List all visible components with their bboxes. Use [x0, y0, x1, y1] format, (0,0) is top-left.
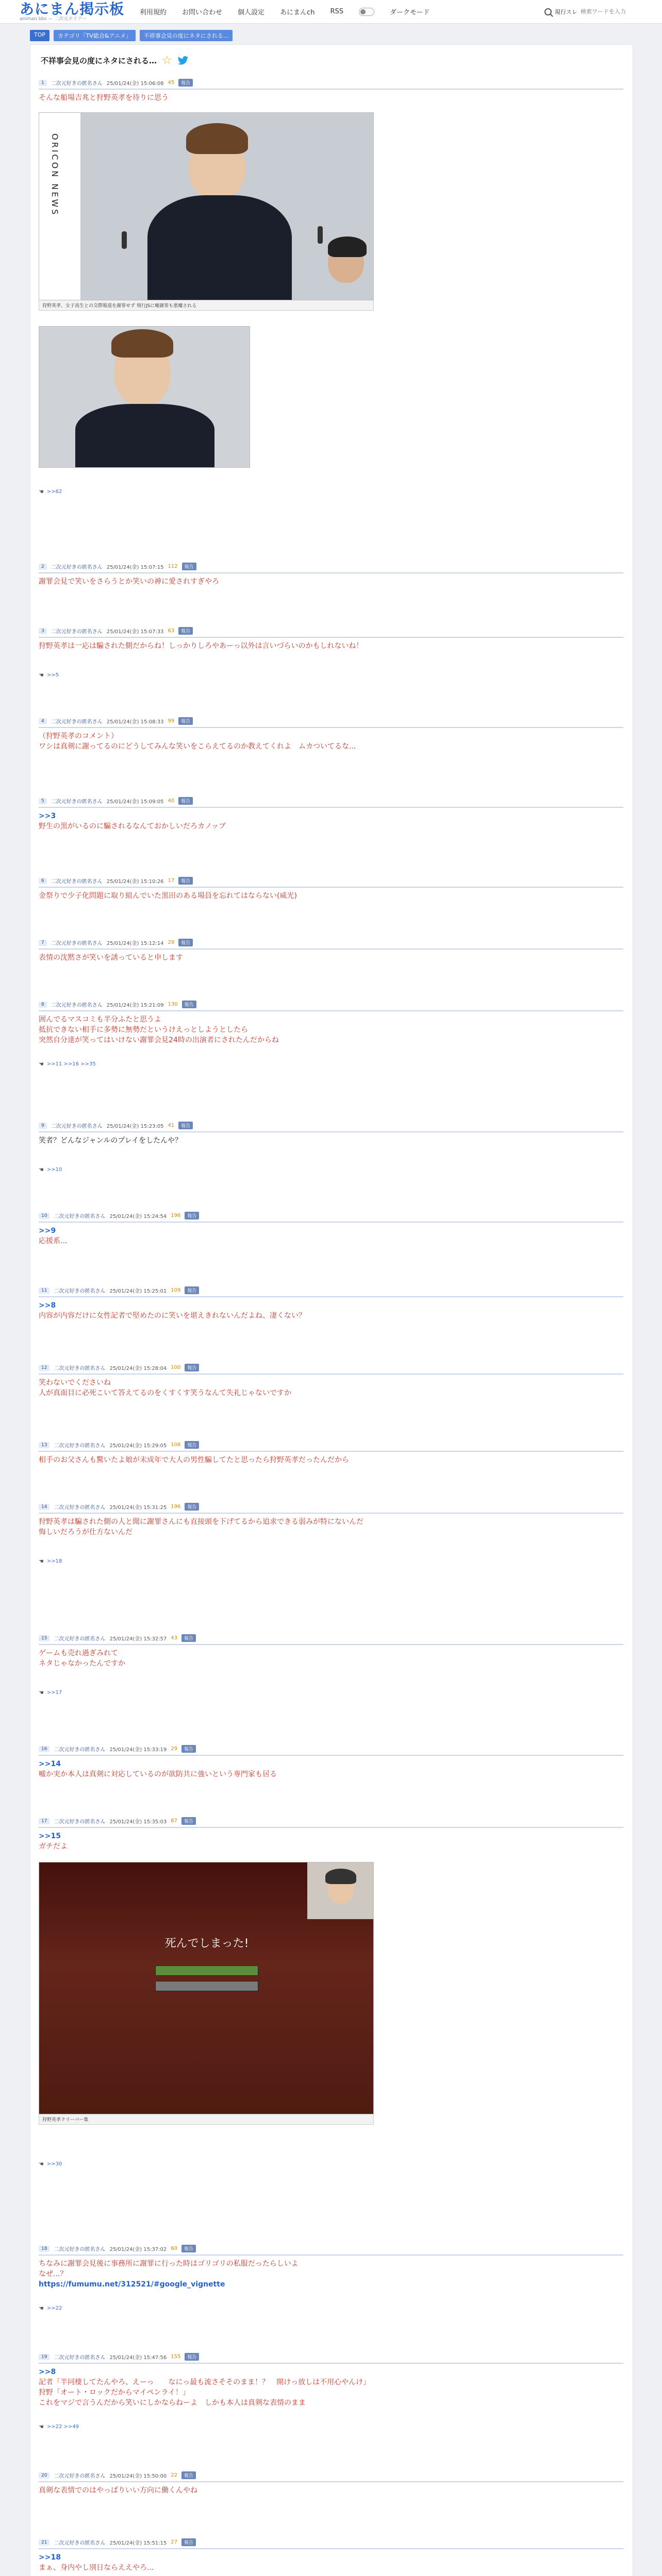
post-line: 抵抗できない相手に多勢に無勢だというけえっとしようとしたら: [39, 1026, 248, 1034]
post: [39, 1745, 623, 1780]
post-number[interactable]: 4: [39, 718, 47, 724]
good-count[interactable]: 196: [171, 1213, 181, 1218]
post-line: 笑わないでくださいね: [39, 1379, 111, 1387]
post-date: 25/01/24(金) 15:12:14: [106, 941, 164, 946]
poster-name: 二次元好きの匿名さん: [54, 1636, 106, 1642]
post-body: 謝罪会見で笑いをさらうとか笑いの神に愛されすぎやろ: [39, 578, 219, 586]
search-scope-select[interactable]: 現行スレ: [555, 8, 577, 15]
post-meta: [39, 1001, 623, 1011]
good-count[interactable]: 112: [168, 564, 178, 569]
post-number[interactable]: 7: [39, 940, 47, 946]
post: [39, 1001, 623, 1067]
good-count[interactable]: 43: [171, 1635, 177, 1641]
good-count[interactable]: 41: [168, 1123, 175, 1128]
post-meta: [39, 627, 623, 638]
reply-anchor[interactable]: >>22 >>49: [46, 2424, 79, 2430]
post-body: [39, 1226, 623, 1246]
post: [39, 1441, 623, 1465]
report-button[interactable]: 報告: [185, 1441, 199, 1449]
search-area: [544, 7, 642, 17]
nav-settings[interactable]: 個人設定: [238, 9, 265, 16]
post-body: [39, 1014, 623, 1045]
post: [39, 1286, 623, 1321]
quote-anchor[interactable]: >>18: [39, 2553, 61, 2562]
post: [39, 2538, 623, 2576]
post-number[interactable]: 12: [39, 1365, 49, 1371]
report-button[interactable]: 報告: [181, 2471, 196, 2479]
post-line: ワシは真剣に謝ってるのにどうしてみんな笑いをこらえてるのか教えてくれよ ムカついてるな...: [39, 742, 356, 751]
good-count[interactable]: 29: [168, 940, 175, 945]
report-button[interactable]: 報告: [178, 1122, 193, 1129]
poster-name: 二次元好きの匿名さん: [51, 1003, 103, 1008]
post-meta: [39, 1212, 623, 1223]
post-body: [39, 1378, 623, 1398]
nav-terms[interactable]: 利用規約: [140, 9, 167, 16]
reply-anchor[interactable]: >>22: [46, 2306, 62, 2311]
dark-mode-toggle[interactable]: [359, 8, 374, 16]
reply-links[interactable]: [39, 2305, 623, 2312]
post-body: 真剣な表情でのはやっぱりいい方向に働くんやね: [39, 2486, 197, 2495]
good-count[interactable]: 63: [168, 628, 175, 634]
post-number[interactable]: 17: [39, 1818, 49, 1824]
post-line: 人が真面目に必死こいて答えてるのをくすくす笑うなんて失礼じゃないですか: [39, 1389, 291, 1397]
report-button[interactable]: 報告: [181, 1817, 196, 1825]
post-date: 25/01/24(金) 15:08:33: [106, 719, 164, 725]
reply-hand-icon: ☚: [39, 2161, 44, 2167]
breadcrumb-top[interactable]: TOP: [30, 30, 49, 41]
post-line: 突然自分達が笑ってはいけない謝罪会見24時の出演者にされたんだからね: [39, 1036, 279, 1044]
post-date: 25/01/24(金) 15:23:05: [106, 1124, 164, 1129]
poster-name: 二次元好きの匿名さん: [54, 1819, 106, 1825]
good-count[interactable]: 196: [171, 1504, 181, 1510]
post-date: 25/01/24(金) 15:21:09: [106, 1003, 164, 1008]
reply-hand-icon: ☚: [39, 1689, 44, 1696]
post-number[interactable]: 8: [39, 1002, 47, 1008]
poster-name: 二次元好きの匿名さん: [51, 719, 103, 725]
post: [39, 717, 623, 752]
post-body: [39, 2552, 623, 2576]
post-number[interactable]: 6: [39, 878, 47, 884]
poster-name: 二次元好きの匿名さん: [54, 2540, 106, 2546]
post-date: 25/01/24(金) 15:51:15: [109, 2540, 167, 2546]
nav-contact[interactable]: お問い合わせ: [182, 9, 223, 16]
post-date: 25/01/24(金) 15:35:03: [109, 1819, 167, 1825]
post-date: 25/01/24(金) 15:37:02: [109, 2247, 167, 2252]
post-number[interactable]: 1: [39, 80, 47, 86]
reply-hand-icon: ☚: [39, 2424, 44, 2430]
post-meta: [39, 717, 623, 728]
game-over-text: 死んでしまった!: [164, 1937, 249, 1950]
logo-title: あにまん掲示板: [20, 0, 125, 18]
post-body: [39, 1648, 623, 1669]
image-caption: 狩野英孝、女子高生との交際報道を謝罪せず 現行JSに嘘謝罪も悪魔される: [39, 300, 374, 311]
report-button[interactable]: 報告: [178, 717, 193, 725]
post-date: 25/01/24(金) 15:07:15: [106, 565, 164, 570]
post-meta: [39, 563, 623, 573]
post-number[interactable]: 13: [39, 1442, 49, 1448]
post-date: 25/01/24(金) 15:25:01: [109, 1289, 167, 1294]
report-button[interactable]: 報告: [185, 1286, 199, 1294]
good-count[interactable]: 130: [168, 1002, 178, 1007]
report-button[interactable]: 報告: [181, 2245, 196, 2252]
post-line: ちなみに謝罪会見後に事務所に謝罪に行った時はゴリゴリの私服だったらしいよ: [39, 2260, 299, 2268]
post: [39, 627, 623, 679]
post-image-game[interactable]: [39, 1862, 374, 2114]
main-nav: [140, 7, 429, 16]
report-button[interactable]: 報告: [181, 1634, 196, 1642]
post-meta: [39, 2353, 623, 2364]
nav-animanch[interactable]: あにまんch: [280, 9, 315, 16]
reply-anchor[interactable]: >>17: [46, 1690, 62, 1696]
report-button[interactable]: 報告: [178, 627, 193, 635]
poster-name: 二次元好きの匿名さん: [54, 1289, 106, 1294]
post-line: まぁ、身内やし別日ならええやろ...: [39, 2564, 154, 2572]
report-button[interactable]: 報告: [185, 2353, 199, 2361]
poster-name: 二次元好きの匿名さん: [54, 1443, 106, 1449]
reply-links[interactable]: [39, 1061, 623, 1067]
reply-links[interactable]: [39, 2161, 623, 2167]
reply-hand-icon: ☚: [39, 1558, 44, 1565]
post-body: [39, 2259, 623, 2290]
post-body: [39, 1517, 623, 1537]
post: [39, 1212, 623, 1246]
post-meta: [39, 1364, 623, 1375]
report-button[interactable]: 報告: [181, 1745, 196, 1753]
poster-name: 二次元好きの匿名さん: [54, 1747, 106, 1753]
post-date: 25/01/24(金) 15:09:05: [106, 799, 164, 805]
post-number[interactable]: 18: [39, 2246, 49, 2252]
post-meta: [39, 797, 623, 808]
reply-anchor[interactable]: >>5: [46, 672, 59, 678]
poster-name: 二次元好きの匿名さん: [51, 941, 103, 946]
post-date: 25/01/24(金) 15:33:19: [109, 1747, 167, 1753]
top-bar: [0, 0, 662, 24]
good-count[interactable]: 100: [171, 1365, 181, 1370]
post-meta: [39, 2245, 623, 2256]
quote-anchor[interactable]: >>8: [39, 1301, 56, 1310]
post-meta: [39, 939, 623, 950]
good-count[interactable]: 108: [171, 1442, 181, 1448]
quote-anchor[interactable]: >>15: [39, 1832, 61, 1840]
site-logo[interactable]: [20, 2, 124, 22]
reply-hand-icon: ☚: [39, 488, 44, 495]
post-line: 内容が内容だけに女性記者で堅めたのに笑いを堪えきれないんだよね、凄くない？: [39, 1312, 306, 1320]
post-line: 狩野「オート・ロックだからマイペンライ！」: [39, 2388, 190, 2397]
image-caption: 狩野英孝クリーパー集: [39, 2114, 374, 2125]
post-body: [39, 1300, 623, 1321]
reply-hand-icon: ☚: [39, 2305, 44, 2312]
post-line: ネタじゃなかったんですか: [39, 1659, 125, 1668]
post-number[interactable]: 10: [39, 1213, 49, 1219]
oricon-watermark: ORICON NEWS: [50, 133, 60, 217]
reply-hand-icon: ☚: [39, 1166, 44, 1173]
reply-links[interactable]: [39, 488, 623, 495]
poster-name: 二次元好きの匿名さん: [51, 1124, 103, 1129]
poster-name: 二次元好きの匿名さん: [51, 81, 103, 87]
post-meta: [39, 1634, 623, 1645]
reply-links[interactable]: [39, 672, 623, 679]
post-meta: [39, 2471, 623, 2482]
poster-name: 二次元好きの匿名さん: [54, 2473, 106, 2479]
post-number[interactable]: 5: [39, 798, 47, 804]
poster-name: 二次元好きの匿名さん: [54, 1214, 106, 1219]
post-number[interactable]: 2: [39, 564, 47, 570]
post-meta: [39, 1122, 623, 1132]
post-date: 25/01/24(金) 15:47:56: [109, 2355, 167, 2361]
post-number[interactable]: 11: [39, 1287, 49, 1294]
report-button[interactable]: 報告: [178, 939, 193, 946]
report-button[interactable]: 報告: [185, 1212, 199, 1219]
good-count[interactable]: 87: [171, 1818, 177, 1824]
post-line: 応援系...: [39, 1237, 68, 1245]
logo-subtitle: animan bbs — 二次元ポリアー: [20, 16, 87, 22]
reply-links[interactable]: [39, 1558, 623, 1565]
good-count[interactable]: 60: [171, 2246, 177, 2251]
nav-dark-mode: ダークモード: [390, 9, 430, 16]
report-button[interactable]: 報告: [178, 877, 193, 885]
post: [39, 2471, 623, 2496]
post-line: （狩野英孝のコメント）: [39, 732, 118, 740]
title-button: [155, 1981, 258, 1991]
breadcrumb-thread[interactable]: 不祥事会見の度にネタにされる...: [140, 30, 233, 41]
post-line: 野生の黒がいるのに騙されるなんておかしいだろカノッブ: [39, 822, 226, 831]
reply-links[interactable]: [39, 2424, 623, 2430]
post-line: 嘘か実か本人は真剣に対応しているのが欲防共に強いという専門家も居る: [39, 1770, 277, 1778]
post-date: 25/01/24(金) 15:24:54: [109, 1214, 167, 1219]
post-meta: [39, 1286, 623, 1297]
report-button[interactable]: 報告: [181, 2538, 196, 2546]
good-count[interactable]: 27: [171, 2539, 177, 2545]
post-line: ガチだよ: [39, 1842, 68, 1851]
post-date: 25/01/24(金) 15:06:08: [106, 81, 164, 87]
quote-anchor[interactable]: >>14: [39, 1760, 61, 1768]
reply-anchor[interactable]: >>18: [46, 1558, 62, 1564]
reply-links[interactable]: [39, 1166, 623, 1173]
reply-anchor[interactable]: >>30: [46, 2161, 62, 2167]
post-meta: [39, 1745, 623, 1756]
reply-anchor[interactable]: >>11 >>16 >>35: [46, 1061, 96, 1067]
breadcrumb-category[interactable]: カテゴリ「TV総合&アニメ」: [54, 30, 136, 41]
post-line: 囲んでるマスコミも半分ふたと思うよ: [39, 1015, 161, 1024]
respawn-button: [155, 1965, 258, 1976]
good-count[interactable]: 155: [171, 2354, 181, 2360]
post: [39, 1503, 623, 1565]
thread-header: [41, 54, 189, 67]
reply-links[interactable]: [39, 1689, 623, 1696]
post-body: [39, 811, 623, 832]
post-meta: [39, 79, 623, 90]
post: [39, 1122, 623, 1173]
post-body: [39, 2367, 623, 2408]
post-meta: [39, 1503, 623, 1514]
post: [39, 1817, 623, 2167]
post-date: 25/01/24(金) 15:31:25: [109, 1505, 167, 1511]
post: [39, 79, 623, 495]
streamer-cam: [307, 1862, 374, 1919]
post-number[interactable]: 20: [39, 2472, 49, 2479]
report-button[interactable]: 報告: [182, 1001, 196, 1008]
reply-hand-icon: ☚: [39, 672, 44, 679]
post-meta: [39, 1817, 623, 1828]
post-date: 25/01/24(金) 15:10:26: [106, 879, 164, 885]
post-date: 25/01/24(金) 15:07:33: [106, 629, 164, 635]
search-icon[interactable]: [544, 8, 552, 15]
post-date: 25/01/24(金) 15:28:04: [109, 1366, 167, 1371]
star-icon[interactable]: ☆: [162, 54, 172, 67]
external-link[interactable]: https://fumumu.net/312521/#google_vignette: [39, 2280, 225, 2289]
post-body: 狩野英孝は一応は騙された側だからね！しっかりしろやあーっ以外は言いづらいのかもしれないね！: [39, 642, 363, 650]
post: [39, 797, 623, 832]
post-number[interactable]: 16: [39, 1746, 49, 1752]
post-number[interactable]: 9: [39, 1123, 47, 1129]
good-count[interactable]: 17: [168, 878, 175, 884]
report-button[interactable]: 報告: [185, 1503, 199, 1511]
good-count[interactable]: 99: [168, 718, 175, 724]
post-meta: [39, 877, 623, 888]
post: [39, 877, 623, 901]
post-body: 金祭りで少子化問題に取り組んでいた黒田のある場員を忘れてはならない(威光): [39, 892, 297, 900]
breadcrumb: [30, 30, 233, 41]
post-line: 狩野英孝は騙された側の人と聞に謝罪さんにも直接頭を下げてるから追求できる弱みが特にないんだ: [39, 1518, 363, 1526]
reply-hand-icon: ☚: [39, 1061, 44, 1067]
post-image-closeup[interactable]: [39, 326, 250, 468]
post-date: 25/01/24(金) 15:32:57: [109, 1636, 167, 1642]
post-date: 25/01/24(金) 15:29:05: [109, 1443, 167, 1449]
post-line: 悔しいだろうが仕方ないんだ: [39, 1528, 133, 1536]
good-count[interactable]: 45: [168, 80, 175, 86]
post-body: [39, 731, 623, 752]
report-button[interactable]: 報告: [185, 1364, 199, 1371]
post-body: 相手のお父さんも驚いたよ娘が未成年で大人の男性騙してたと思ったら狩野英孝だったんだから: [39, 1456, 349, 1464]
good-count[interactable]: 22: [171, 2472, 177, 2478]
page-title: 不祥事会見の度にネタにされる…: [41, 56, 157, 65]
post-number[interactable]: 19: [39, 2354, 49, 2360]
post: [39, 1364, 623, 1398]
poster-name: 二次元好きの匿名さん: [51, 565, 103, 570]
quote-anchor[interactable]: >>3: [39, 812, 56, 820]
post-line: 記者「半同棲してたんやろ、えーっ なにっ最も流さそそのまま！？ 開けっ放しは不用心やんけ」: [39, 2378, 371, 2386]
post-number[interactable]: 21: [39, 2539, 49, 2546]
post: [39, 939, 623, 963]
poster-name: 二次元好きの匿名さん: [54, 1366, 106, 1371]
post-date: 25/01/24(金) 15:50:00: [109, 2473, 167, 2479]
post-meta: [39, 1441, 623, 1452]
poster-name: 二次元好きの匿名さん: [51, 799, 103, 805]
good-count[interactable]: 109: [171, 1287, 181, 1293]
report-button[interactable]: 報告: [178, 79, 193, 87]
post-image-press[interactable]: [39, 112, 374, 300]
report-button[interactable]: 報告: [182, 563, 196, 570]
post-number[interactable]: 3: [39, 628, 47, 634]
post-body: 笑者？どんなジャンルのプレイをしたんや？: [39, 1137, 183, 1145]
post: [39, 2353, 623, 2430]
thread-container: [30, 44, 633, 2576]
post-number[interactable]: 14: [39, 1504, 49, 1510]
post-line: これをマジで言うんだから笑いにしかならねーよ しかも本人は真剣な表情のまま: [39, 2399, 306, 2407]
poster-name: 二次元好きの匿名さん: [51, 879, 103, 885]
post-number[interactable]: 15: [39, 1635, 49, 1641]
post-body: [39, 1831, 623, 1852]
good-count[interactable]: 29: [171, 1746, 177, 1752]
nav-rss[interactable]: RSS: [330, 8, 343, 15]
poster-name: 二次元好きの匿名さん: [51, 629, 103, 635]
post-body: 表情の沈黙さが笑いを誘っていると申します: [39, 954, 183, 962]
good-count[interactable]: 40: [168, 798, 175, 804]
post: [39, 1634, 623, 1696]
post-body: [39, 1759, 623, 1780]
post-body: そんな船場吉兆と狩野英孝を待りに思う: [39, 94, 169, 102]
report-button[interactable]: 報告: [178, 797, 193, 805]
poster-name: 二次元好きの匿名さん: [54, 2355, 106, 2361]
post-line: なぜ...？: [39, 2270, 68, 2278]
quote-anchor[interactable]: >>8: [39, 2368, 56, 2376]
twitter-icon[interactable]: [177, 56, 189, 65]
post: [39, 563, 623, 587]
search-input[interactable]: [581, 7, 642, 17]
poster-name: 二次元好きの匿名さん: [54, 1505, 106, 1511]
post: [39, 2245, 623, 2312]
post-line: ゲームも売れ過ぎみれて: [39, 1649, 118, 1657]
reply-anchor[interactable]: >>62: [46, 489, 62, 495]
post-meta: [39, 2538, 623, 2549]
reply-anchor[interactable]: >>10: [46, 1167, 62, 1173]
quote-anchor[interactable]: >>9: [39, 1227, 56, 1235]
poster-name: 二次元好きの匿名さん: [54, 2247, 106, 2252]
